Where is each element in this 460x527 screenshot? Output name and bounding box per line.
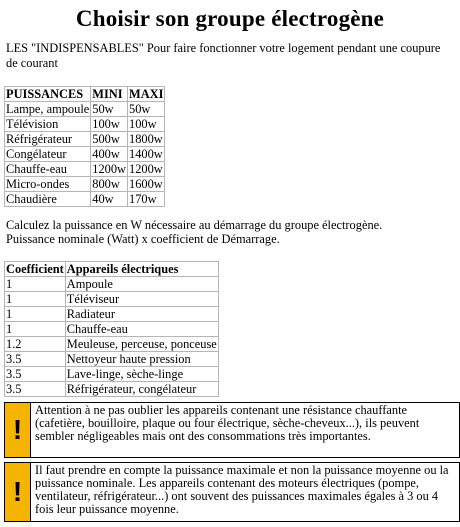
header-mini: MINI <box>91 87 128 102</box>
exclamation-icon: ! <box>5 403 31 457</box>
table-row <box>5 382 219 397</box>
header-appareils: Appareils électriques <box>65 262 218 277</box>
calc-line-1: Calculez la puissance en W nécessaire au démarrage du groupe électrogène. <box>6 218 383 232</box>
table-row <box>5 147 165 162</box>
table-row <box>5 277 219 292</box>
mini-cell: 1200w <box>92 162 126 176</box>
maxi-cell: 1200w <box>128 162 165 177</box>
maxi-cell: 100w <box>128 117 165 132</box>
header-coefficient: Coefficient <box>6 262 64 276</box>
coefficient-cell: 1 <box>5 322 66 337</box>
table-row <box>5 322 219 337</box>
table-row <box>5 292 219 307</box>
calc-line-2: Puissance nominale (Watt) x coefficient de Démarrage. <box>6 232 280 246</box>
coefficient-cell: 3.5 <box>5 352 66 367</box>
warning-box-max-power <box>4 462 460 522</box>
coefficient-cell: 1.2 <box>5 337 66 352</box>
table-row <box>5 192 165 207</box>
warning-text: Il faut prendre en compte la puissance maximale et non la puissance moyenne ou la puissance nominale. Les appareils contenant des moteurs électriques (pompe, ventilateur, réfrigérateur...) ont souvent des puissances maximales égales à 3 ou 4 fois leur puissance moyenne. <box>35 463 449 516</box>
mini-cell: 40w <box>91 192 128 207</box>
power-table <box>4 86 165 207</box>
mini-cell: 50w <box>91 102 128 117</box>
appliance-cell: Micro-ondes <box>5 177 91 192</box>
appliance-cell: Lampe, ampoule <box>6 102 90 116</box>
coefficient-cell: 3.5 <box>5 382 66 397</box>
calculation-instructions <box>6 218 454 246</box>
page-title: Choisir son groupe électrogène <box>75 6 385 31</box>
appliance-cell: Nettoyeur haute pression <box>65 352 218 367</box>
mini-cell: 400w <box>91 147 128 162</box>
table-row <box>5 307 219 322</box>
appliance-cell: Lave-linge, sèche-linge <box>65 367 218 382</box>
appliance-cell: Chauffe-eau <box>65 322 218 337</box>
coefficient-cell: 1 <box>5 307 66 322</box>
coef-table-header <box>5 262 219 277</box>
coefficient-table <box>4 261 219 397</box>
coefficient-cell: 3.5 <box>5 367 66 382</box>
table-row <box>5 117 165 132</box>
table-row <box>5 162 165 177</box>
coefficient-cell: 1 <box>5 292 66 307</box>
warning-box-heating <box>4 402 460 458</box>
maxi-cell: 1400w <box>128 147 165 162</box>
maxi-cell: 50w <box>128 102 165 117</box>
maxi-cell: 170w <box>128 192 165 207</box>
appliance-cell: Chaudière <box>5 192 91 207</box>
maxi-cell: 1600w <box>128 177 165 192</box>
exclamation-icon: ! <box>5 463 31 521</box>
appliance-cell: Réfrigérateur, congélateur <box>65 382 218 397</box>
appliance-cell: Télévision <box>5 117 91 132</box>
header-maxi: MAXI <box>129 87 164 101</box>
appliance-cell: Ampoule <box>65 277 218 292</box>
mini-cell: 800w <box>91 177 128 192</box>
table-row <box>5 132 165 147</box>
table-row <box>5 352 219 367</box>
header-puissances: PUISSANCES <box>5 87 91 102</box>
maxi-cell: 1800w <box>128 132 165 147</box>
table-row <box>5 337 219 352</box>
intro-text: LES "INDISPENSABLES" Pour faire fonctionner votre logement pendant une coupure de courant <box>6 41 441 70</box>
coefficient-cell: 1 <box>5 277 66 292</box>
appliance-cell: Congélateur <box>5 147 91 162</box>
appliance-cell: Chauffe-eau <box>5 162 91 177</box>
table-row <box>5 367 219 382</box>
table-row <box>5 102 165 117</box>
appliance-cell: Téléviseur <box>65 292 218 307</box>
appliance-cell: Réfrigérateur <box>5 132 91 147</box>
table-row <box>5 177 165 192</box>
mini-cell: 500w <box>91 132 128 147</box>
appliance-cell: Meuleuse, perceuse, ponceuse <box>66 337 217 351</box>
power-table-header <box>5 87 165 102</box>
appliance-cell: Radiateur <box>65 307 218 322</box>
mini-cell: 100w <box>91 117 128 132</box>
warning-text: Attention à ne pas oublier les appareils contenant une résistance chauffante (cafetière, bouilloire, plaque ou four électrique, sèche-cheveux...), ils peuvent sembler négligeables mais ont des consommations très importantes. <box>35 403 420 443</box>
